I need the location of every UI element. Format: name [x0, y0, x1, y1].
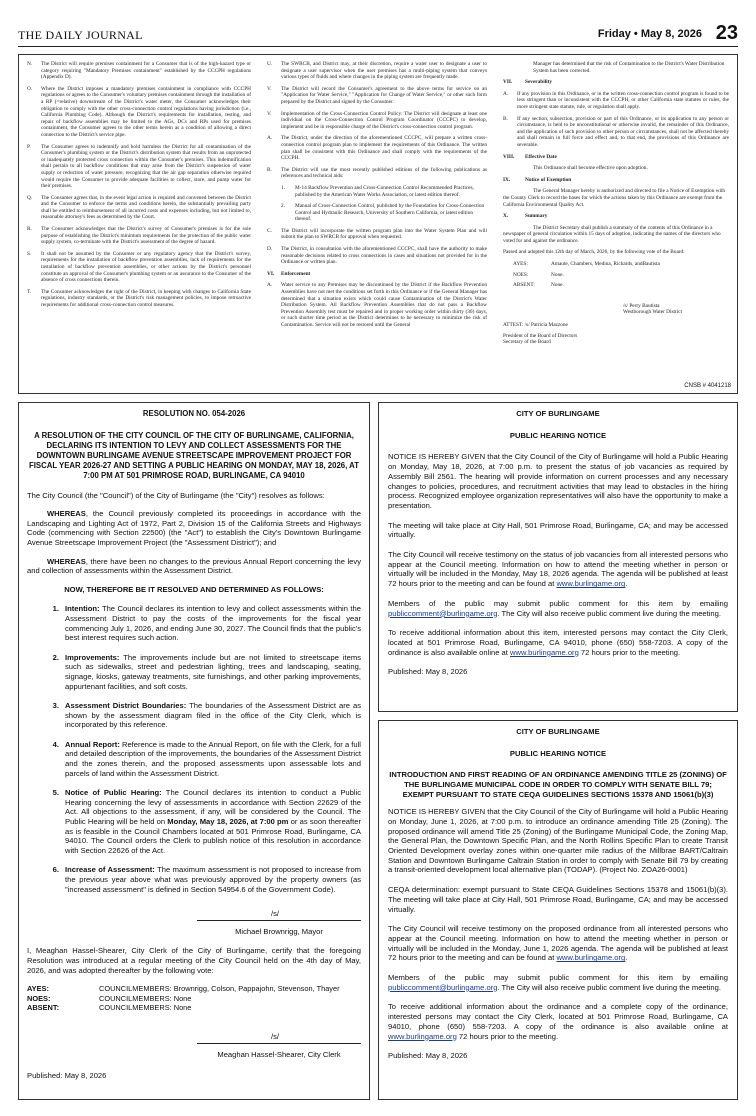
section-heading: IX. Notice of Exemption: [503, 176, 572, 183]
resolution-heading: A RESOLUTION OF THE CITY COUNCIL OF THE CITY OF BURLINGAME, CALIFORNIA, DECLARING ITS INTENTION TO LEVY AND COLLECT ASSESSMENTS FOR THE DOWNTOWN BURLINGAME AVENUE STREETSCAPE IMPROVEMENT PROJECT FOR FISCAL YEAR 2026-27 AND SETTING A PUBLIC HEARING ON MONDAY, MAY 18, 2026, AT 7:00 PM AT 501 PRIMROSE ROAD, BURLINGAME, CA 94010: [28, 430, 359, 480]
ordinance-paragraph: D. The District, in consultation with the aforementioned CCCPC, shall have the authority to make reasonable decisions related to cross connections in cases and situations not provided for in the Ordinance or written plan.: [267, 246, 487, 266]
notice-paragraph: The City Council will receive testimony on the status of job vacancies from all interested persons who appear at the Council meeting. Information on how to attend the meeting whether in person or virtually will be included in the Monday, May 18, 2026 agenda. The agenda will be published at least 72 hours prior to the meeting and can be found at www.burlingame.org.: [388, 550, 728, 589]
ordinance-paragraph: A. Water service to any Premises may be discontinued by the District if the Backflow Prevention Assemblies have not met the conditions set forth in this Ordinance or if the General Manager has determined that a situation exists which could cause Contamination of the District's Water Distribution System. All Backflow Prevention Assemblies that do not pass a Backflow Prevention Assembly test must be repaired and in proper working order within thirty (30) days, or such shorter time period as the District determines to be necessary to minimize the risk of Contamination. Service will not be restored until the General: [267, 282, 487, 328]
issue-date: Friday • May 8, 2026: [597, 28, 702, 40]
resolution-item: 1. Intention: The Council declares its intention to levy and collect assessments within the Assessment District to pay the costs of the improvements for the fiscal year commencing July 1, 2026, and ending June 30, 2027. The Council finds that the public's best interest requires such action.: [52, 604, 361, 643]
resolution-item: 4. Annual Report: Reference is made to the Annual Report, on file with the Clerk, for a full and detailed description of the improvements, the boundaries of the Assessment District and the zones therein, and the proposed assessments upon assessable lots and parcels of land within the Assessment District.: [52, 739, 361, 778]
resolution-intro: The City Council (the "Council") of the City of Burlingame (the "City") resolves as follows:: [27, 490, 325, 500]
ordinance-paragraph: B. If any section, subsection, provision or part of this Ordinance, or its application to any person or circumstance, is held to be unconstitutional or otherwise invalid, the remainder of this Ordinance, and the application of such provision to other person or circumstances, shall not be affected thereby and shall remain in full force and effect and, to that end, the provisions of this Ordinance are severable.: [503, 115, 729, 148]
clerk-certification: I, Meaghan Hassel-Shearer, City Clerk of the City of Burlingame, certify that the foregoing Resolution was introduced at a regular meeting of the City Council held on the 4th day of May, 2026, and was adopted thereafter by the following vote:: [27, 946, 361, 975]
attest-title: President of the Board of Directors: [503, 332, 578, 339]
notice-city: CITY OF BURLINGAME: [516, 727, 600, 736]
resolved-heading: NOW, THEREFORE BE IT RESOLVED AND DETERMINED AS FOLLOWS:: [64, 584, 324, 594]
resolution-item: 6. Increase of Assessment: The maximum assessment is not proposed to increase from the previous year above what was previously approved by the property owners (as "increased assessment" is defined in Section 54954.6 of the Government Code).: [52, 865, 361, 894]
notice-paragraph: The meeting will take place at City Hall, 501 Primrose Road, Burlingame, CA; and may be accessed virtually.: [388, 520, 728, 540]
vote-table: [27, 984, 361, 1013]
ordinance-paragraph: The District Secretary shall publish a summary of the contents of this Ordinance in a newspaper of general circulation within 15 days of adoption, indicating the names of the directors who voted for and against the ordinance.: [503, 224, 721, 244]
ordinance-paragraph: 1. M-14 Backflow Prevention and Cross-Connection Control Recommended Practices, published by the American Water Works Association, or latest edition thereof.: [281, 184, 474, 198]
website-link[interactable]: www.burlingame.org: [556, 579, 626, 589]
ordinance-paragraph: This Ordinance shall become effective upon adoption.: [533, 165, 648, 172]
ordinance-paragraph: S. It shall not be assumed by the Consumer or any regulatory agency that the District's survey, requirements for the installation of backflow prevention assemblies, lack of requirements for the installation of backflow prevention assemblies, or other actions by the District's personnel constitute an approval of the Consumer's plumbing system or an assurance to the Consumer of the absence of cross connections therein.: [27, 250, 251, 284]
ordinance-paragraph: Q. The Consumer agrees that, in the event legal action is required and convened between the District and the Consumer to enforce the terms and conditions herein, the substantially prevailing party shall be entitled to reimbursement of all incurred costs and expenses including, but not limited to, reasonable attorney's fees as determined by the Court.: [27, 194, 251, 221]
signature: /s/ Perry Bautista: [623, 302, 660, 309]
ordinance-paragraph: Passed and adopted this 12th day of March, 2026, by the following vote of the Board:: [503, 249, 685, 256]
ordinance-column-3: [503, 61, 729, 346]
notice-paragraph: NOTICE IS HEREBY GIVEN that the City Council of the City of Burlingame will hold a Public Hearing on Monday, May 18, 2026, at 7:00 p.m. to present the status of job vacancies as required by Assembly Bill 2561. The hearing will provide information on current processes and any necessary changes to policies, procedures, and recruitment activities that may lead to obstacles in the hiring process. Recognized employee organization representatives will also have the opportunity to make a presentation.: [388, 452, 728, 510]
public-hearing-notice-job-vacancies: [378, 402, 738, 712]
website-link[interactable]: www.burlingame.org: [388, 1031, 457, 1041]
ordinance-paragraph: Manager has determined that the risk of Contamination to the District's Water Distribution System has been corrected.: [533, 61, 725, 74]
resolution-items: [27, 604, 361, 894]
ordinance-paragraph: A. If any provision in this Ordinance, or in the written cross-connection control program is found to be less stringent than or inconsistent with the CCCPH, or other California state statutes or rules, the more stringent state statute, rule, or regulation shall apply.: [503, 90, 729, 110]
resolution-item: 3. Assessment District Boundaries: The boundaries of the Assessment District are as shown by the assessment diagram filed in the office of the City Clerk, which is incorporated by this reference.: [52, 701, 361, 730]
vote-row: NOES: COUNCILMEMBERS: None: [27, 993, 192, 1003]
vote-row: NOES: None.: [513, 271, 564, 278]
vote-row: AYES: COUNCILMEMBERS: Brownrigg, Colson, Pappajohn, Stevenson, Thayer: [27, 984, 340, 994]
resolution-number: RESOLUTION NO. 054-2026: [142, 409, 246, 418]
notice-type: PUBLIC HEARING NOTICE: [509, 430, 607, 440]
notice-paragraph: The City Council will receive testimony on the proposed ordinance from all interested persons who appear at the Council meeting. Information on how to attend the meeting whether in person or virtually will be included in the Monday, June 1, 2026 agenda. The agenda will be published at least 72 hours prior to the meeting and can be found at www.burlingame.org.: [388, 924, 728, 963]
ordinance-paragraph: C. The District will incorporate the written program plan into the Water System Plan and will submit the plan to SWRCB for approval when requested.: [267, 227, 487, 241]
ordinance-paragraph: V. The District will record the Consumer's agreement to the above terms for service on an "Application for Water Service," "Application for Change of Water Service," or other such form prepared by the District and signed by the Consumer.: [267, 85, 487, 105]
ordinance-paragraph: T. The Consumer acknowledges the right of the District, in keeping with changes to California State regulations, industry standards, or the District's risk management policies, to impose retroactive requirements for additional cross-connection control measures.: [27, 288, 251, 308]
ordinance-notice: [18, 54, 738, 394]
section-heading: X. Summary: [503, 213, 548, 220]
website-link[interactable]: www.burlingame.org: [556, 953, 626, 963]
vote-row: ABSENT: COUNCILMEMBERS: None: [27, 1003, 192, 1013]
notice-paragraph: To receive additional information about this item, interested persons may contact the City Clerk, located at 501 Primrose Road, Burlingame, CA 94010, phone (650) 558-7203. A copy of the ordinance is also available online at www.burlingame.org 72 hours prior to the meeting.: [388, 628, 728, 657]
cnsb-number: CNSB # 4041218: [684, 383, 731, 389]
section-heading: VII. Severability: [503, 79, 553, 86]
email-link[interactable]: publiccomment@burlingame.org: [388, 982, 498, 992]
ordinance-paragraph: A. The District, under the direction of the aforementioned CCCPC, will prepare a written cross-connection control program plan to implement the requirements of this Ordinance. The written plan shall be consistent with this Ordinance and shall comply with the requirements of the CCCPH.: [267, 135, 487, 162]
mayor-name: Michael Brownrigg, Mayor: [235, 926, 323, 936]
ordinance-column-1: [27, 61, 251, 314]
whereas-clause: WHEREAS, the Council previously completed its proceedings in accordance with the Landscaping and Lighting Act of 1972, Part 2, Division 15 of the California Streets and Highways Code (commencing with Section 22500) (the "Act") to establish the City's Downtown Burlingame Avenue Streetscape Improvement Project (the "Assessment District"); and: [27, 509, 361, 547]
masthead: [18, 22, 738, 47]
ordinance-paragraph: O. Where the District imposes a mandatory premises containment in compliance with CCCPH regulations or agrees to the Consumer's voluntary premises containment through the installation of a RP (=relative) downstream of the District's water meter, the Consumer acknowledges their obligation to comply with the other cross-connection control regulations having jurisdiction (i.e., California Plumbing Code). Although the District's requirements for installation, testing, and repair of backflow assemblies may be limited to the AGs, DCs and RPs used for premises containment, the Consumer agrees to the other terms herein as a condition of allowing a direct connection to the District's service pipe.: [27, 85, 251, 138]
whereas-clause: WHEREAS, there have been no changes to the previous Annual Report concerning the levy and collection of assessments within the Assessment District.: [27, 556, 361, 576]
signature-line: /s/: [197, 908, 361, 921]
email-link[interactable]: publiccomment@burlingame.org: [388, 608, 498, 618]
resolution-notice: [18, 402, 370, 1100]
section-heading: V. Implementation of the Cross-Connection Control Policy: The District will designate at least one individual on the Cross-Connection Control Program Coordinator (CCCPC) to develop, implement and be in responsible charge of the District's cross-connection control program.: [267, 110, 487, 130]
section-heading: VI. Enforcement: [267, 270, 311, 277]
notice-paragraph: Members of the public may submit public comment for this item by emailing publiccomment@burlingame.org. The City will also receive public comment live during the meeting.: [388, 598, 728, 618]
ordinance-paragraph: P. The Consumer agrees to indemnify and hold harmless the District for all contamination of the Consumer's plumbing system or the District's distribution system that results from an unprotected or inadequately protected cross connection within the Consumer's premises. This indemnification shall pertain to all backflow conditions that may arise from the District's suspension of water supply or reduction of water pressure, recognizing that the air gap separation otherwise required would require the Consumer to provide adequate facilities to collect, store, and pump water for their premises.: [27, 143, 251, 190]
vote-row: AYES: Amaute, Chambers, Medina, Richards, andBautista: [513, 261, 660, 268]
published-date: Published: May 8, 2026: [388, 667, 468, 677]
ordinance-paragraph: U. The SWRCB, and District may, at their discretion, require a water user to designate a user to designate a user supervisor when the user premises has a multi-piping system that conveys various types of fluids and where changes in the piping system are frequently made.: [267, 61, 487, 81]
published-date: Published: May 8, 2026: [388, 1051, 468, 1061]
attest-line: ATTEST: /s/ Patricia Mazzone: [503, 322, 568, 329]
public-hearing-notice-zoning: [378, 720, 738, 1100]
notice-heading: INTRODUCTION AND FIRST READING OF AN ORDINANCE AMENDING TITLE 25 (ZONING) OF THE BURLINGAME MUNICIPAL CODE IN ORDER TO COMPLY WITH SENATE BILL 79; EXEMPT PURSUANT TO STATE CEQA GUIDELINES SECTIONS 15378 AND 15061(b)(3): [389, 770, 727, 799]
ordinance-paragraph: 2. Manual of Cross-Connection Control, published by the Foundation for Cross-Connection Control and Hydraulic Research, University of Southern California, or latest edition thereof.: [281, 203, 485, 223]
signature-title: Westborough Water District: [623, 309, 683, 316]
ordinance-paragraph: B. The District will use the most recently published editions of the following publications as references and technical aids:: [267, 166, 487, 180]
resolution-item: 5. Notice of Public Hearing: The Council declares its intention to conduct a Public Hearing concerning the levy of assessments in accordance with Section 22629 of the Act. All objections to the assessment, if any, will be considered by the Council. The Public Hearing will be held on Monday, May 18, 2026, at 7:00 pm or as soon thereafter as is feasible in the Council Chambers located at 501 Primrose Road, Burlingame, CA 94010. The Council orders the Clerk to publish notice of this resolution in accordance with Section 22626 of the Act.: [52, 788, 362, 855]
section-heading: VIII. Effective Date: [503, 153, 557, 160]
attest-title: Secretary of the Board: [503, 339, 551, 346]
ordinance-paragraph: N. The District will require premises containment for a Consumer that is of the high-hazard type or category requiring "Mandatory Premises containment" established by the CCCPH regulations (Appendix D).: [27, 61, 251, 81]
notice-type: PUBLIC HEARING NOTICE: [509, 748, 607, 758]
notice-city: CITY OF BURLINGAME: [516, 409, 600, 418]
ordinance-paragraph: The General Manager hereby is authorized and directed to file a Notice of Exemption with the County Clerk to record the bases for which the actions taken by this Ordinance are exempt from the California Environmental Quality Act.: [503, 188, 726, 208]
vote-row: ABSENT: None.: [513, 282, 564, 289]
notice-paragraph: To receive additional information about the ordinance and a complete copy of the ordinance, interested persons may contact the City Clerk, located at 501 Primrose Road, Burlingame, CA 94010, phone (650) 558-7203. A copy of the ordinance is also available online at www.burlingame.org 72 hours prior to the meeting.: [388, 1002, 728, 1041]
newspaper-title: THE DAILY JOURNAL: [18, 28, 143, 42]
website-link[interactable]: www.burlingame.org: [510, 647, 579, 657]
page-number: 23: [715, 22, 738, 44]
signature-line: /s/: [197, 1031, 361, 1044]
clerk-name: Meaghan Hassel-Shearer, City Clerk: [217, 1049, 341, 1059]
ordinance-paragraph: R. The Consumer acknowledges that the District's survey of Consumer's premises is for the sole purpose of establishing the District's minimum requirements for the protection of the public water supply system, co-terminate with the District's assessment of the degree of hazard.: [27, 226, 251, 246]
ordinance-column-2: [267, 61, 487, 334]
notice-paragraph: Members of the public may submit public comment for this item by emailing publiccomment@burlingame.org. The City will also receive public comment live during the meeting.: [388, 973, 728, 992]
notice-paragraph: CEQA determination: exempt pursuant to State CEQA Guidelines Sections 15378 and 15061(b)(3). The meeting will take place at City Hall, 501 Primrose Road, Burlingame, CA; and may be accessed virtually.: [388, 885, 728, 914]
resolution-item: 2. Improvements: The improvements include but are not limited to streetscape items such as sidewalks, street and pedestrian lighting, trees and landscaping, seating, signage, kiosks, gateway treatments, site furnishings, and other parking improvements, appurtenant facilities, and soft costs.: [52, 652, 361, 691]
published-date: Published: May 8, 2026: [27, 1071, 107, 1081]
notice-paragraph: NOTICE IS HEREBY GIVEN that the City Council of the City of Burlingame will hold a Public Hearing on Monday, June 1, 2026, at 7:00 p.m. to introduce an ordinance amending Title 25 (Zoning). The proposed ordinance will amend Title 25 (Zoning) of the Burlingame Municipal Code, the Zoning Map, the General Plan, the Downtown Specific Plan, and the North Rollins Specific Plan to create Transit Oriented Development overlay zones within one-quarter mile radius of the Millbrae BART/Caltrain Station and Downtown Burlingame Caltrain Station in order to comply with Senate Bill 79 by creating a transit-oriented development local alternative plan (TODAP). (Project No. ZOA26-0001): [388, 807, 728, 875]
